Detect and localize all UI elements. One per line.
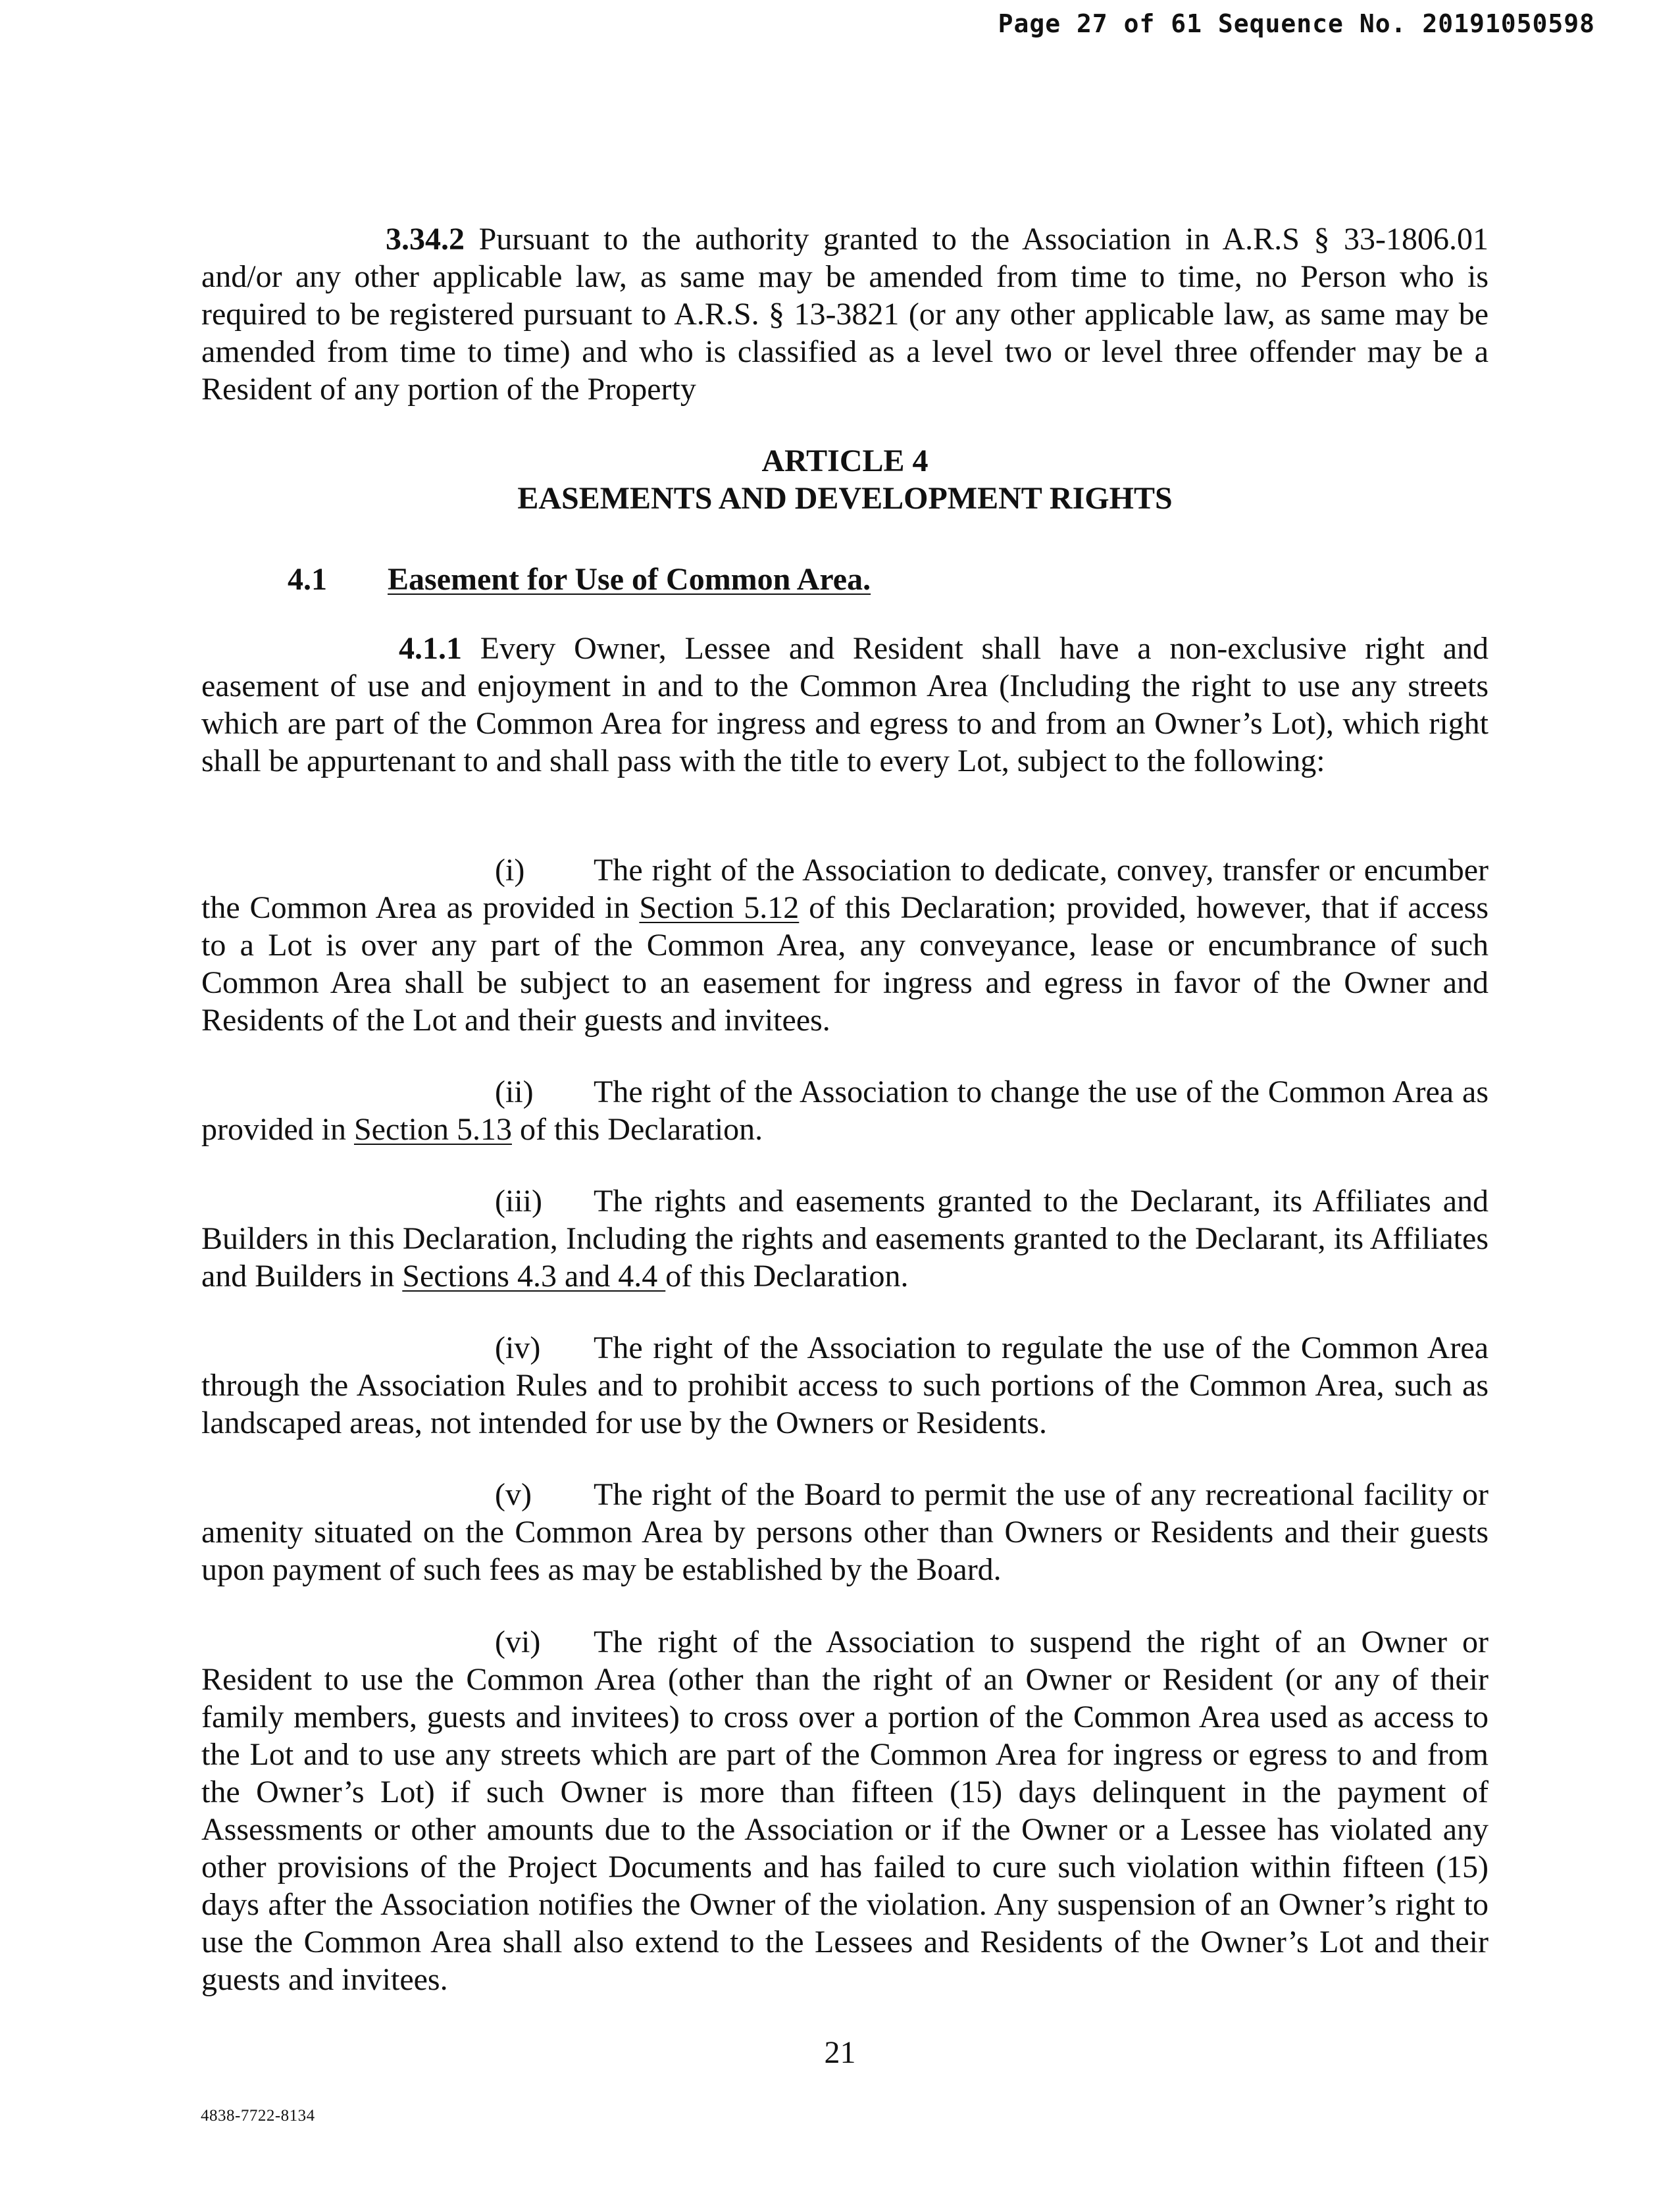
article-title: EASEMENTS AND DEVELOPMENT RIGHTS	[517, 481, 1173, 516]
section-5-13-reference: Section 5.13	[353, 1112, 512, 1147]
paragraph-number: 3.34.2	[386, 222, 465, 257]
paragraph-text: Every Owner, Lessee and Resident shall have a non-exclusive right and easement of use and enjoyment in and to the Common Area (Including the right to use any streets which are part of the Common Area for ingress and egress to and from an Owner’s Lot), which right shall be appurtenant to and shall pass with the title to every Lot, subject to the following:	[201, 631, 1489, 778]
section-title: Easement for Use of Common Area.	[388, 562, 871, 597]
item-text-continued: of this Declaration.	[665, 1259, 909, 1294]
list-item-v	[201, 1476, 1489, 1588]
paragraph-text: Pursuant to the authority granted to the Association in A.R.S § 33-1806.01 and/or any other applicable law, as same may be amended from time to time, no Person who is required to be registered pursuant to A.R.S. § 13-3821 (or any other applicable law, as same may be amended from time to time) and who is classified as a level two or level three offender may be a Resident of any portion of the Property	[201, 222, 1489, 407]
paragraph-3-34-2	[201, 220, 1489, 408]
item-label: (vi)	[495, 1625, 541, 1659]
item-text: The right of the Association to dedicate, convey, transfer or encumber the Common Area as provided in	[201, 853, 1489, 925]
item-label: (ii)	[495, 1074, 534, 1109]
item-text: The rights and easements granted to the Declarant, its Affiliates and Builders in this Declaration, Including the rights and easements granted to the Declarant, its Affiliates and Builders in	[201, 1184, 1489, 1294]
item-label: (iv)	[495, 1330, 541, 1365]
item-label: (v)	[495, 1477, 532, 1512]
item-text-continued: of this Declaration; provided, however, that if access to a Lot is over any part of the Common Area, any conveyance, lease or encumbrance of such Common Area shall be subject to an easement for ingress and egress in favor of the Owner and Residents of the Lot and their guests and invitees.	[201, 890, 1489, 1038]
item-label: (i)	[495, 853, 525, 888]
sections-4-3-4-4-reference: Sections 4.3 and 4.4	[402, 1259, 666, 1294]
paragraph-4-1-1	[201, 630, 1489, 780]
list-item-iii	[201, 1182, 1489, 1295]
list-item-i	[201, 851, 1489, 1039]
item-text: The right of the Association to regulate the use of the Common Area through the Association Rules and to prohibit access to such portions of the Common Area, such as landscaped areas, not intended for use by the Owners or Residents.	[201, 1330, 1489, 1440]
item-text: The right of the Association to change the use of the Common Area as provided in	[201, 1074, 1489, 1147]
section-5-12-reference: Section 5.12	[639, 890, 800, 925]
item-text-continued: of this Declaration.	[511, 1112, 763, 1147]
page-sequence-stamp: Page 27 of 61 Sequence No. 20191050598	[998, 9, 1595, 38]
section-number: 4.1	[288, 562, 327, 597]
paragraph-number: 4.1.1	[399, 631, 462, 666]
list-item-ii	[201, 1073, 1489, 1148]
page-number: 21	[824, 2035, 856, 2070]
list-item-vi	[201, 1623, 1489, 1998]
section-heading-4-1	[288, 561, 871, 598]
item-text: The right of the Board to permit the use of any recreational facility or amenity situated on the Common Area by persons other than Owners or Residents and their guests upon payment of such fees as may be established by the Board.	[201, 1477, 1489, 1587]
document-id: 4838-7722-8134	[201, 2107, 315, 2125]
list-item-iv	[201, 1329, 1489, 1442]
item-label: (iii)	[495, 1184, 542, 1219]
item-text: The right of the Association to suspend the right of an Owner or Resident to use the Common Area (other than the right of an Owner or Resident (or any of their family members, guests and invitees) to cross over a portion of the Common Area used as access to the Lot and to use any streets which are part of the Common Area for ingress or egress to and from the Owner’s Lot) if such Owner is more than fifteen (15) days delinquent in the payment of Assessments or other amounts due to the Association or if the Owner or a Lessee has violated any other provisions of the Project Documents and has failed to cure such violation within fifteen (15) days after the Association notifies the Owner of the violation. Any suspension of an Owner’s right to use the Common Area shall also extend to the Lessees and Residents of the Owner’s Lot and their guests and invitees.	[201, 1625, 1489, 1997]
article-number: ARTICLE 4	[761, 443, 929, 478]
